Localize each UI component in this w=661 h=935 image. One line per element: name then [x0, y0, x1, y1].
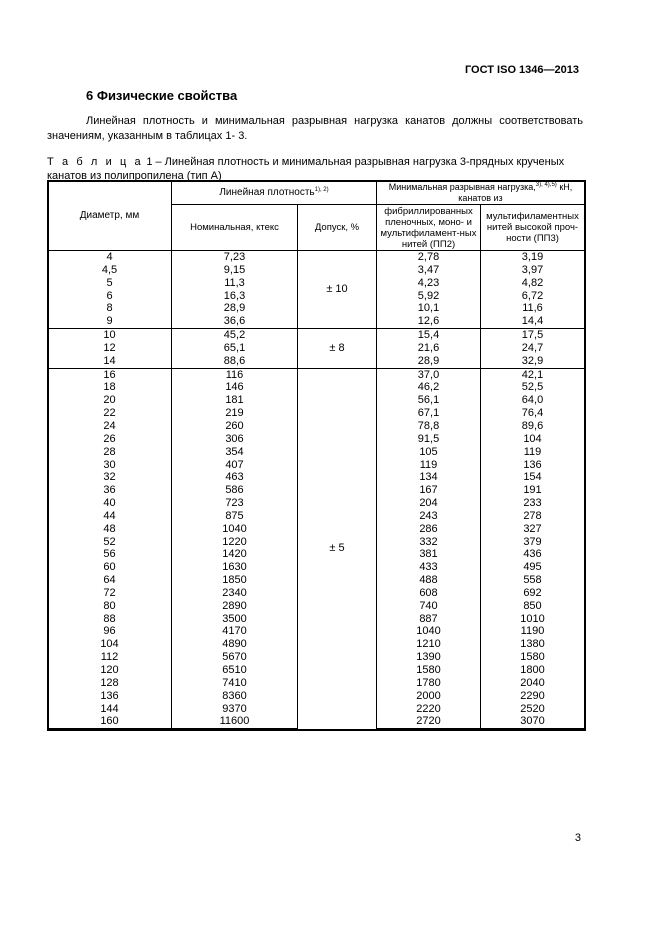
- cell-pp2: 91,5: [377, 433, 481, 446]
- cell-pp3: 17,5: [481, 329, 585, 342]
- cell-nominal: 146: [172, 381, 298, 394]
- cell-pp3: 3070: [481, 715, 585, 729]
- cell-tolerance: ± 8: [298, 329, 377, 369]
- cell-nominal: 306: [172, 433, 298, 446]
- cell-diameter: 136: [48, 690, 172, 703]
- cell-diameter: 112: [48, 651, 172, 664]
- cell-pp3: 2040: [481, 677, 585, 690]
- cell-pp3: 4,82: [481, 277, 585, 290]
- cell-diameter: 56: [48, 548, 172, 561]
- cell-nominal: 1630: [172, 561, 298, 574]
- cell-diameter: 32: [48, 471, 172, 484]
- cell-pp2: 15,4: [377, 329, 481, 342]
- cell-pp2: 2220: [377, 703, 481, 716]
- cell-nominal: 3500: [172, 613, 298, 626]
- cell-pp3: 850: [481, 600, 585, 613]
- cell-pp2: 204: [377, 497, 481, 510]
- cell-pp3: 76,4: [481, 407, 585, 420]
- cell-pp3: 3,19: [481, 251, 585, 264]
- cell-nominal: 11,3: [172, 277, 298, 290]
- cell-nominal: 260: [172, 420, 298, 433]
- cell-pp3: 3,97: [481, 264, 585, 277]
- cell-nominal: 181: [172, 394, 298, 407]
- cell-pp3: 104: [481, 433, 585, 446]
- cell-pp2: 37,0: [377, 368, 481, 381]
- header-pp3: мультифиламентных нитей высокой проч-ности (ПП3): [481, 205, 585, 251]
- cell-pp2: 119: [377, 459, 481, 472]
- cell-diameter: 4: [48, 251, 172, 264]
- cell-pp2: 3,47: [377, 264, 481, 277]
- cell-nominal: 16,3: [172, 290, 298, 303]
- cell-diameter: 96: [48, 625, 172, 638]
- cell-diameter: 80: [48, 600, 172, 613]
- cell-pp2: 740: [377, 600, 481, 613]
- cell-diameter: 22: [48, 407, 172, 420]
- cell-nominal: 1850: [172, 574, 298, 587]
- header-min-load-tail: кН, канатов из: [458, 181, 573, 203]
- cell-nominal: 4170: [172, 625, 298, 638]
- cell-pp2: 608: [377, 587, 481, 600]
- cell-diameter: 120: [48, 664, 172, 677]
- cell-nominal: 1420: [172, 548, 298, 561]
- cell-pp3: 32,9: [481, 355, 585, 368]
- table-body: [48, 251, 585, 730]
- cell-pp2: 1210: [377, 638, 481, 651]
- cell-diameter: 10: [48, 329, 172, 342]
- cell-diameter: 30: [48, 459, 172, 472]
- cell-pp3: 495: [481, 561, 585, 574]
- cell-diameter: 144: [48, 703, 172, 716]
- cell-tolerance: ± 10: [298, 251, 377, 329]
- cell-diameter: 44: [48, 510, 172, 523]
- cell-pp3: 11,6: [481, 302, 585, 315]
- cell-nominal: 354: [172, 446, 298, 459]
- cell-diameter: 24: [48, 420, 172, 433]
- cell-pp2: 67,1: [377, 407, 481, 420]
- cell-pp2: 5,92: [377, 290, 481, 303]
- cell-nominal: 88,6: [172, 355, 298, 368]
- cell-nominal: 8360: [172, 690, 298, 703]
- intro-text: Линейная плотность и минимальная разрывная нагрузка канатов должны соответствовать значениям, указанным в таблицах 1- 3.: [47, 115, 583, 142]
- cell-pp3: 1800: [481, 664, 585, 677]
- cell-nominal: 219: [172, 407, 298, 420]
- cell-diameter: 18: [48, 381, 172, 394]
- cell-nominal: 28,9: [172, 302, 298, 315]
- header-nominal: Номинальная, ктекс: [172, 205, 298, 251]
- header-linear-density-label: Линейная плотность: [219, 187, 315, 198]
- cell-diameter: 40: [48, 497, 172, 510]
- cell-pp2: 1580: [377, 664, 481, 677]
- cell-pp3: 6,72: [481, 290, 585, 303]
- cell-diameter: 52: [48, 536, 172, 549]
- header-min-load-label: Минимальная разрывная нагрузка,: [388, 181, 536, 192]
- cell-pp3: 1580: [481, 651, 585, 664]
- cell-pp2: 10,1: [377, 302, 481, 315]
- cell-pp2: 4,23: [377, 277, 481, 290]
- table-caption-label: Т а б л и ц а: [47, 156, 144, 168]
- cell-pp3: 233: [481, 497, 585, 510]
- cell-diameter: 48: [48, 523, 172, 536]
- table-caption-text: 1 – Линейная плотность и минимальная разрывная нагрузка 3-прядных крученых канатов из полипропилена (тип А): [47, 156, 565, 182]
- cell-nominal: 9,15: [172, 264, 298, 277]
- cell-nominal: 36,6: [172, 315, 298, 328]
- cell-diameter: 6: [48, 290, 172, 303]
- cell-diameter: 9: [48, 315, 172, 328]
- cell-nominal: 875: [172, 510, 298, 523]
- cell-nominal: 723: [172, 497, 298, 510]
- cell-pp2: 488: [377, 574, 481, 587]
- cell-pp3: 558: [481, 574, 585, 587]
- table-row: [48, 329, 585, 342]
- cell-nominal: 4890: [172, 638, 298, 651]
- cell-pp2: 1780: [377, 677, 481, 690]
- cell-diameter: 36: [48, 484, 172, 497]
- table-caption: [47, 155, 583, 183]
- header-pp2: фибриллированных пленочных, моно- и мультифиламент-ных нитей (ПП2): [377, 205, 481, 251]
- cell-pp2: 105: [377, 446, 481, 459]
- header-min-load: [377, 181, 585, 205]
- cell-pp3: 2520: [481, 703, 585, 716]
- cell-pp3: 436: [481, 548, 585, 561]
- cell-pp2: 1040: [377, 625, 481, 638]
- cell-pp2: 2720: [377, 715, 481, 729]
- table-row: [48, 251, 585, 264]
- cell-nominal: 5670: [172, 651, 298, 664]
- cell-pp2: 332: [377, 536, 481, 549]
- cell-diameter: 14: [48, 355, 172, 368]
- cell-pp2: 78,8: [377, 420, 481, 433]
- cell-pp2: 243: [377, 510, 481, 523]
- cell-pp3: 191: [481, 484, 585, 497]
- cell-pp2: 46,2: [377, 381, 481, 394]
- cell-diameter: 8: [48, 302, 172, 315]
- cell-nominal: 7,23: [172, 251, 298, 264]
- cell-nominal: 11600: [172, 715, 298, 729]
- cell-pp2: 56,1: [377, 394, 481, 407]
- cell-pp2: 887: [377, 613, 481, 626]
- cell-nominal: 1040: [172, 523, 298, 536]
- cell-pp2: 167: [377, 484, 481, 497]
- header-tolerance: Допуск, %: [298, 205, 377, 251]
- header-linear-density: [172, 181, 377, 205]
- cell-pp2: 21,6: [377, 342, 481, 355]
- cell-diameter: 26: [48, 433, 172, 446]
- standard-designation: ГОСТ ISO 1346—2013: [464, 64, 579, 76]
- properties-table: [47, 180, 585, 730]
- cell-pp3: 1010: [481, 613, 585, 626]
- cell-diameter: 72: [48, 587, 172, 600]
- cell-nominal: 463: [172, 471, 298, 484]
- cell-pp3: 24,7: [481, 342, 585, 355]
- cell-nominal: 9370: [172, 703, 298, 716]
- cell-nominal: 65,1: [172, 342, 298, 355]
- cell-diameter: 4,5: [48, 264, 172, 277]
- cell-pp2: 381: [377, 548, 481, 561]
- cell-pp3: 14,4: [481, 315, 585, 328]
- cell-pp2: 1390: [377, 651, 481, 664]
- cell-pp3: 119: [481, 446, 585, 459]
- cell-pp3: 136: [481, 459, 585, 472]
- cell-diameter: 88: [48, 613, 172, 626]
- header-diameter: Диаметр, мм: [48, 181, 172, 251]
- cell-pp3: 278: [481, 510, 585, 523]
- cell-nominal: 2340: [172, 587, 298, 600]
- cell-pp3: 379: [481, 536, 585, 549]
- cell-nominal: 407: [172, 459, 298, 472]
- cell-tolerance: ± 5: [298, 368, 377, 729]
- cell-nominal: 7410: [172, 677, 298, 690]
- cell-diameter: 12: [48, 342, 172, 355]
- cell-pp2: 28,9: [377, 355, 481, 368]
- cell-nominal: 1220: [172, 536, 298, 549]
- cell-pp3: 42,1: [481, 368, 585, 381]
- cell-pp3: 327: [481, 523, 585, 536]
- table-row: [48, 368, 585, 381]
- cell-nominal: 586: [172, 484, 298, 497]
- cell-diameter: 20: [48, 394, 172, 407]
- cell-nominal: 45,2: [172, 329, 298, 342]
- cell-pp3: 1190: [481, 625, 585, 638]
- cell-pp2: 2000: [377, 690, 481, 703]
- section-title: 6 Физические свойства: [86, 88, 238, 103]
- cell-diameter: 60: [48, 561, 172, 574]
- page-number: 3: [574, 832, 581, 844]
- intro-paragraph: [47, 114, 583, 144]
- cell-diameter: 28: [48, 446, 172, 459]
- cell-pp2: 12,6: [377, 315, 481, 328]
- cell-diameter: 104: [48, 638, 172, 651]
- cell-pp3: 89,6: [481, 420, 585, 433]
- cell-diameter: 160: [48, 715, 172, 729]
- header-linear-density-footnote: 1), 2): [314, 187, 329, 193]
- cell-diameter: 128: [48, 677, 172, 690]
- cell-pp3: 2290: [481, 690, 585, 703]
- cell-diameter: 16: [48, 368, 172, 381]
- cell-pp2: 433: [377, 561, 481, 574]
- cell-nominal: 6510: [172, 664, 298, 677]
- cell-pp2: 2,78: [377, 251, 481, 264]
- cell-pp3: 52,5: [481, 381, 585, 394]
- cell-pp2: 286: [377, 523, 481, 536]
- cell-pp3: 692: [481, 587, 585, 600]
- header-min-load-footnote: 3), 4),5): [535, 181, 557, 188]
- cell-pp3: 154: [481, 471, 585, 484]
- cell-pp3: 64,0: [481, 394, 585, 407]
- cell-pp2: 134: [377, 471, 481, 484]
- cell-nominal: 116: [172, 368, 298, 381]
- cell-pp3: 1380: [481, 638, 585, 651]
- cell-diameter: 64: [48, 574, 172, 587]
- cell-diameter: 5: [48, 277, 172, 290]
- cell-nominal: 2890: [172, 600, 298, 613]
